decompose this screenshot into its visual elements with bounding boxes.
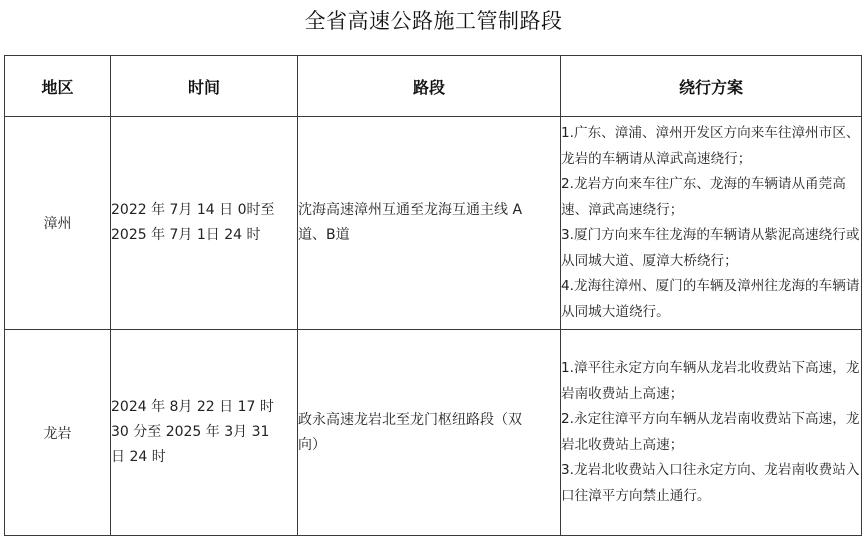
time-line: 2025 年 7月 1日 24 时 <box>111 227 261 243</box>
region-cell: 龙岩 <box>5 330 111 536</box>
time-cell <box>111 330 298 536</box>
detour-item: 2.永定往漳平方向车辆从龙岩南收费站下高速，龙岩北收费站上高速； <box>561 411 860 453</box>
header-time: 时间 <box>111 56 298 117</box>
time-line: 30 分至 2025 年 3月 31 <box>111 424 270 440</box>
time-line: 2022 年 7月 14 日 0时至 <box>111 202 275 218</box>
segment-line: 政永高速龙岩北至龙门枢纽路段（双 <box>298 411 522 428</box>
header-region: 地区 <box>5 56 111 117</box>
detour-item: 1.广东、漳浦、漳州开发区方向来车往漳州市区、龙岩的车辆请从漳武高速绕行； <box>561 125 860 167</box>
detour-item: 3.龙岩北收费站入口往永定方向、龙岩南收费站入口往漳平方向禁止通行。 <box>561 462 860 504</box>
detour-item: 1.漳平往永定方向车辆从龙岩北收费站下高速，龙岩南收费站上高速； <box>561 360 860 402</box>
segment-cell <box>298 117 561 330</box>
time-line: 日 24 时 <box>111 449 166 465</box>
page-title: 全省高速公路施工管制路段 <box>304 9 563 33</box>
table-row <box>5 117 862 330</box>
segment-line: 向） <box>298 436 326 453</box>
table-row <box>5 330 862 536</box>
header-detour: 绕行方案 <box>561 56 862 117</box>
region-cell: 漳州 <box>5 117 111 330</box>
detour-plan-cell <box>561 117 862 330</box>
detour-plan-cell <box>561 330 862 536</box>
detour-item: 3.厦门方向来车往龙海的车辆请从紫泥高速绕行或从同城大道、厦漳大桥绕行； <box>561 227 860 269</box>
detour-item: 4.龙海往漳州、厦门的车辆及漳州往龙海的车辆请从同城大道绕行。 <box>561 278 860 320</box>
segment-cell <box>298 330 561 536</box>
detour-item: 2.龙岩方向来车往广东、龙海的车辆请从甬莞高速、漳武高速绕行； <box>561 176 846 218</box>
table-header-row <box>5 56 862 117</box>
time-cell <box>111 117 298 330</box>
segment-line: 道、B道 <box>298 227 350 243</box>
header-segment: 路段 <box>298 56 561 117</box>
construction-control-table <box>4 55 862 536</box>
segment-line: 沈海高速漳州互通至龙海互通主线 A <box>298 202 523 218</box>
time-line: 2024 年 8月 22 日 17 时 <box>111 399 274 415</box>
